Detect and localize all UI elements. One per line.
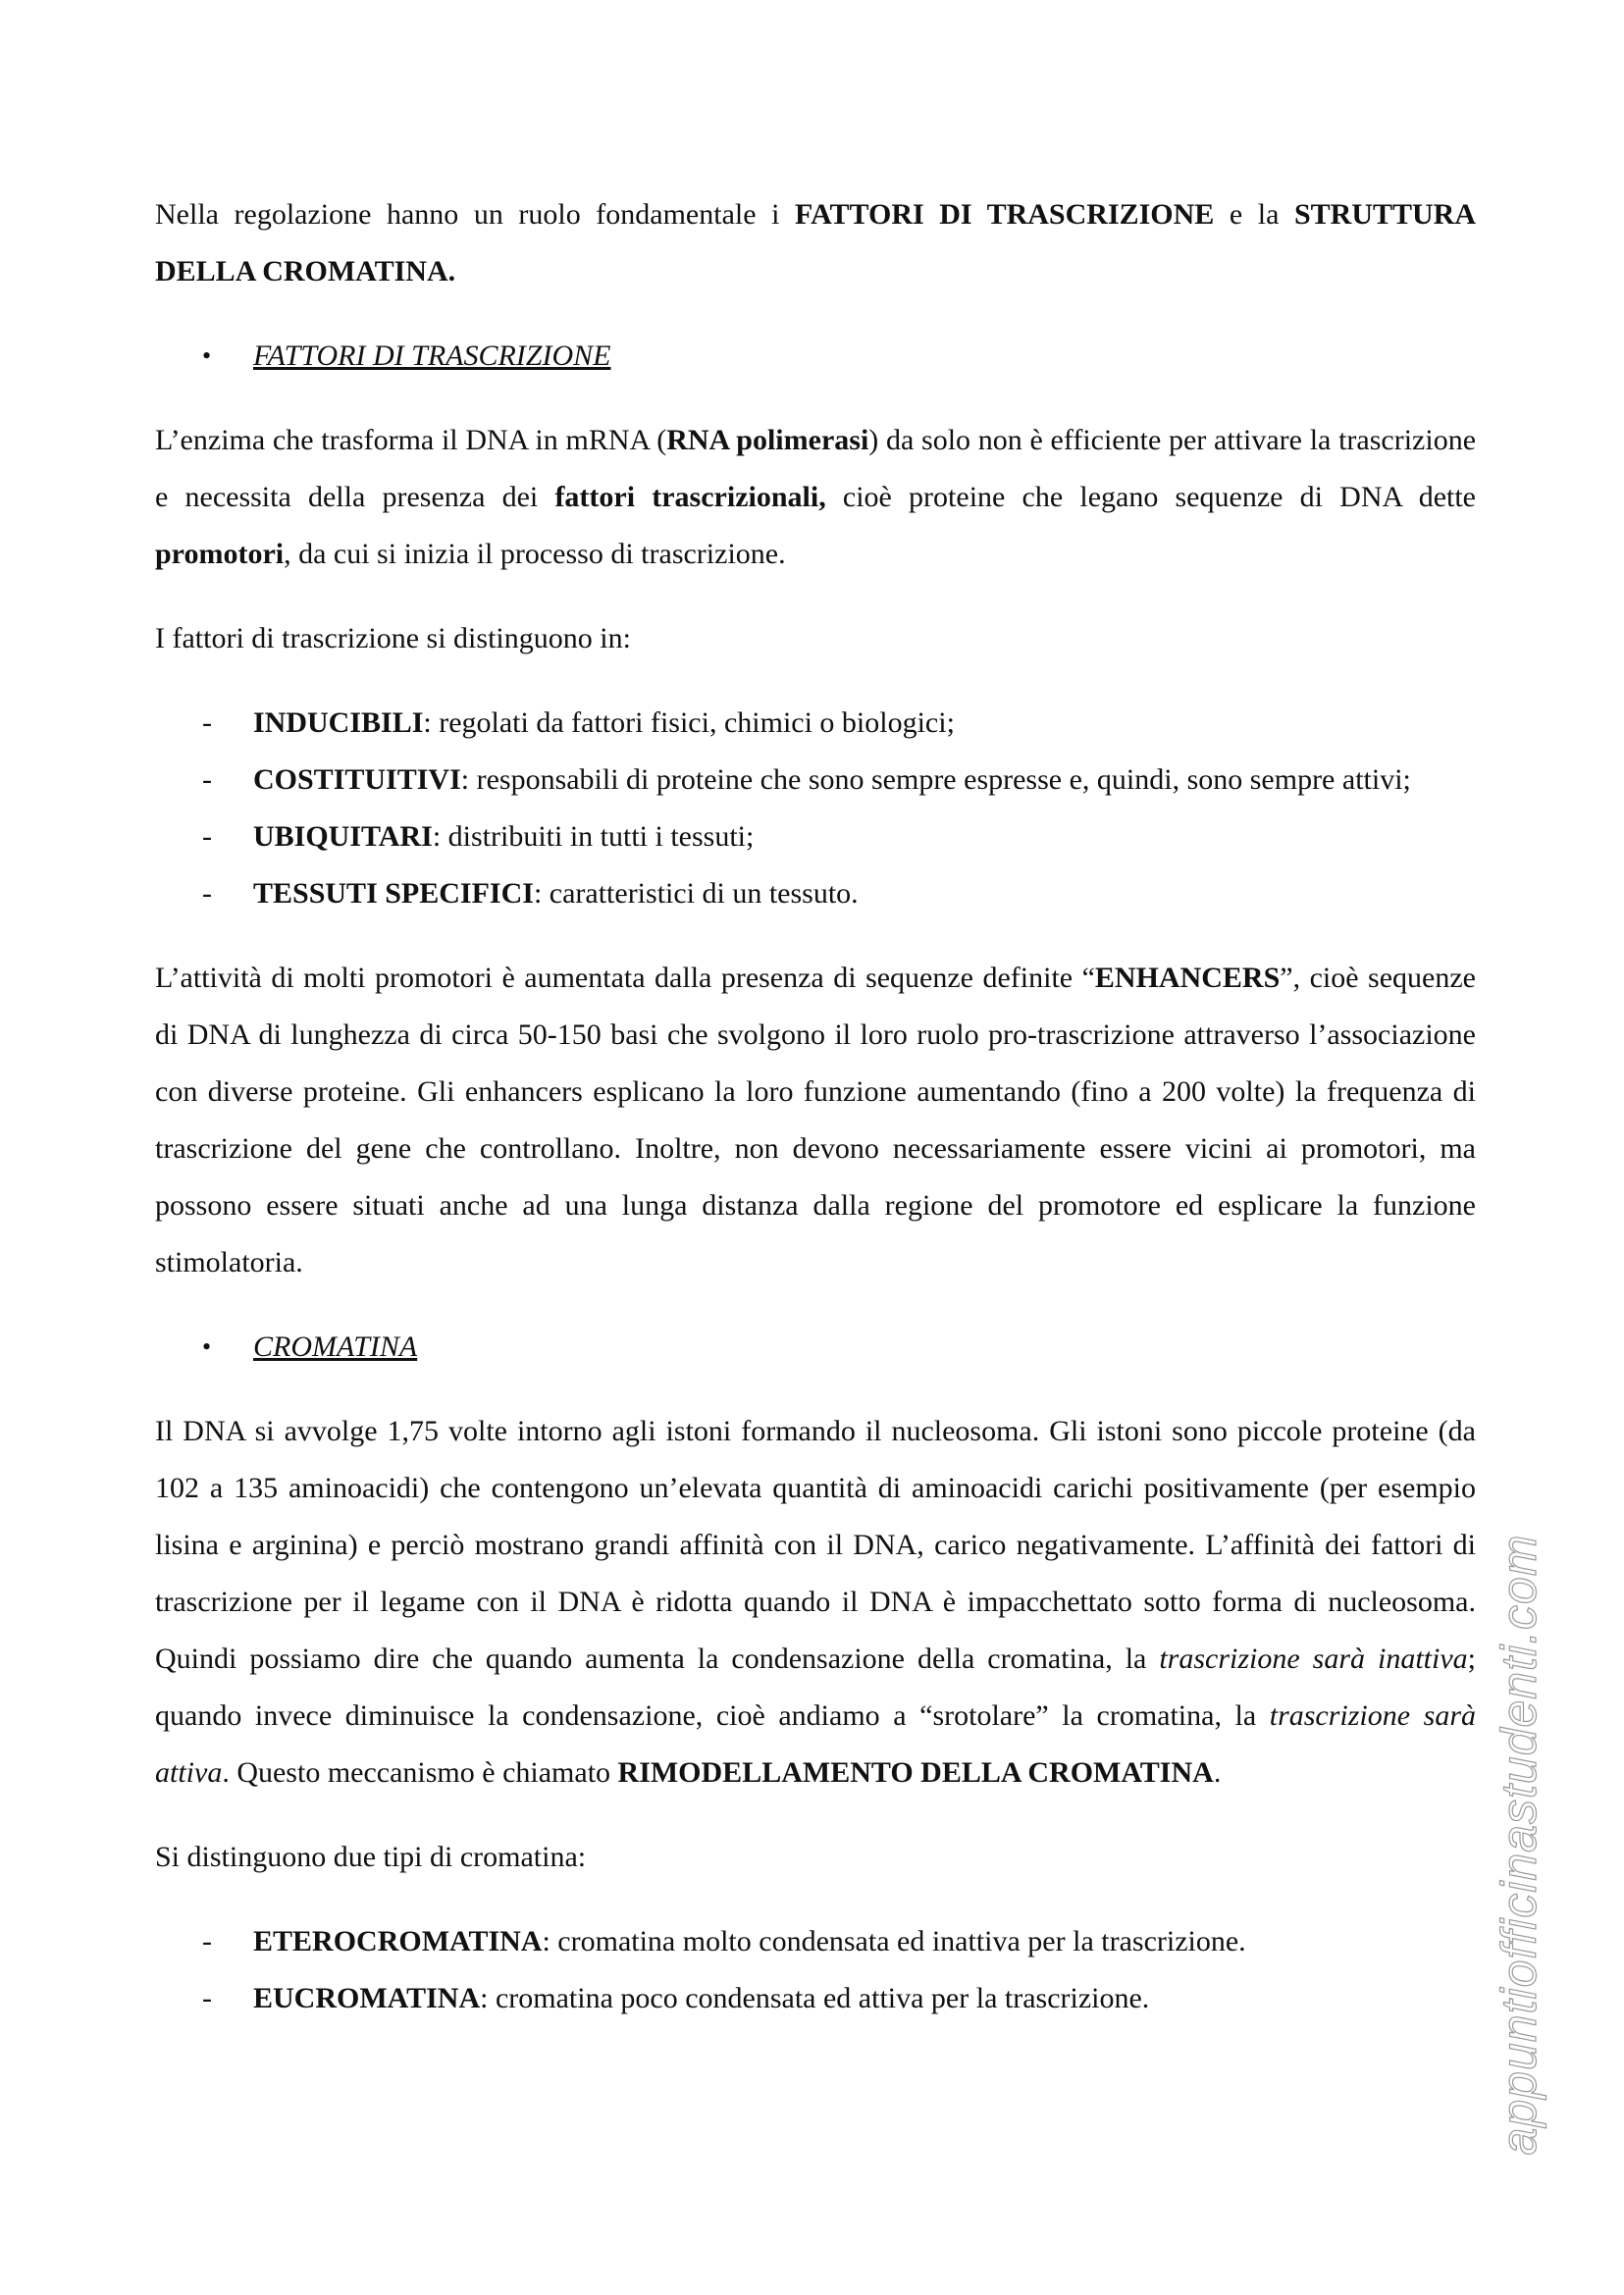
- list-term: UBIQUITARI: [253, 820, 433, 853]
- section-heading-chromatin: [155, 1319, 1476, 1376]
- list-desc: : caratteristici di un tessuto.: [533, 877, 859, 910]
- paragraph-enhancers: [155, 950, 1476, 1291]
- paragraph-text: .: [1213, 1756, 1222, 1789]
- document-page: [155, 186, 1476, 2055]
- paragraph-text: ) da solo non è efficiente per attivare la trascrizione e necessita della presenza dei: [155, 424, 1477, 513]
- section-heading-text: CROMATINA: [253, 1330, 418, 1363]
- list-item: [155, 808, 1476, 865]
- section-heading-transcription-factors: [155, 328, 1476, 385]
- bold-term: RIMODELLAMENTO DELLA CROMATINA: [617, 1756, 1214, 1789]
- intro-text: e la: [1214, 198, 1294, 231]
- list-desc: : cromatina poco condensata ed attiva per la trascrizione.: [480, 1982, 1150, 2014]
- intro-bold-transcription-factors: FATTORI DI TRASCRIZIONE: [795, 198, 1215, 231]
- intro-paragraph: [155, 186, 1476, 300]
- dash-icon: -: [202, 877, 212, 910]
- chromatin-types-list: [155, 1913, 1476, 2027]
- paragraph-text: Il DNA si avvolge 1,75 volte intorno agli istoni formando il nucleosoma. Gli istoni sono piccole proteine (da 102 a 135 aminoacidi) che contengono un’elevata quantità di aminoacidi carichi positivamente (per esempio lisina e arginina) e perciò mostrano grandi affinità con il DNA, carico negativamente. L’affinità dei fattori di trascrizione per il legame con il DNA è ridotta quando il DNA è impacchettato sotto forma di nucleosoma. Quindi possiamo dire che quando aumenta la condensazione della cromatina, la: [155, 1415, 1476, 1675]
- list-desc: : regolati da fattori fisici, chimici o biologici;: [423, 706, 955, 739]
- paragraph-text: ”, cioè sequenze di DNA di lunghezza di circa 50-150 basi che svolgono il loro ruolo pro-trascrizione attraverso l’associazione con diverse proteine. Gli enhancers esplicano la loro funzione aumentando (fino a 200 volte) la frequenza di trascrizione del gene che controllano. Inoltre, non devono necessariamente essere vicini ai promotori, ma possono essere situati anche ad una lunga distanza dalla regione del promotore ed esplicare la funzione stimolatoria.: [155, 962, 1476, 1278]
- transcription-factor-types-list: [155, 695, 1476, 922]
- bold-term: RNA polimerasi: [666, 424, 869, 456]
- list-desc: : distribuiti in tutti i tessuti;: [432, 820, 755, 853]
- watermark-text: appuntiofficinastudenti.com: [1492, 1534, 1546, 2156]
- intro-text: Nella regolazione hanno un ruolo fondamentale i: [155, 198, 795, 231]
- list-term: ETEROCROMATINA: [253, 1925, 543, 1957]
- paragraph-rna-polymerase: [155, 412, 1476, 583]
- section-heading-text: FATTORI DI TRASCRIZIONE: [253, 339, 611, 372]
- italic-term: trascrizione sarà inattiva: [1159, 1643, 1468, 1675]
- watermark: [1490, 1472, 1548, 2217]
- paragraph-text: ; quando invece diminuisce la condensazione, cioè andiamo a “srotolare” la cromatina, la: [155, 1643, 1476, 1732]
- bullet-icon: •: [202, 1332, 212, 1361]
- paragraph-nucleosome: [155, 1403, 1476, 1801]
- paragraph-chromatin-types-intro: Si distinguono due tipi di cromatina:: [155, 1841, 587, 1873]
- bullet-icon: •: [202, 341, 212, 370]
- italic-term: trascrizione sarà attiva: [155, 1699, 1477, 1789]
- list-term: INDUCIBILI: [253, 706, 424, 739]
- dash-icon: -: [202, 1982, 212, 2014]
- bold-term: fattori trascrizionali,: [554, 481, 826, 513]
- paragraph-types-intro: I fattori di trascrizione si distinguono in:: [155, 622, 631, 654]
- list-item: [155, 695, 1476, 752]
- dash-icon: -: [202, 706, 212, 739]
- list-item: [155, 1913, 1476, 1970]
- dash-icon: -: [202, 820, 212, 853]
- bold-term: promotori: [155, 538, 285, 570]
- paragraph-text: . Questo meccanismo è chiamato: [222, 1756, 618, 1789]
- paragraph-text: L’attività di molti promotori è aumentata dalla presenza di sequenze definite “: [155, 962, 1095, 994]
- dash-icon: -: [202, 763, 212, 796]
- intro-bold-chromatin-structure: STRUTTURA DELLA CROMATINA.: [155, 198, 1477, 287]
- list-item: [155, 752, 1476, 808]
- list-term: TESSUTI SPECIFICI: [253, 877, 534, 910]
- list-term: COSTITUITIVI: [253, 763, 461, 796]
- paragraph-text: , da cui si inizia il processo di trascrizione.: [284, 538, 786, 570]
- list-item: [155, 865, 1476, 922]
- paragraph-text: cioè proteine che legano sequenze di DNA dette: [825, 481, 1476, 513]
- bold-term: ENHANCERS: [1094, 962, 1281, 994]
- dash-icon: -: [202, 1925, 212, 1957]
- paragraph-text: L’enzima che trasforma il DNA in mRNA (: [155, 424, 667, 456]
- list-term: EUCROMATINA: [253, 1982, 481, 2014]
- list-desc: : responsabili di proteine che sono sempre espresse e, quindi, sono sempre attivi;: [460, 763, 1411, 796]
- list-item: [155, 1970, 1476, 2027]
- list-desc: : cromatina molto condensata ed inattiva per la trascrizione.: [542, 1925, 1246, 1957]
